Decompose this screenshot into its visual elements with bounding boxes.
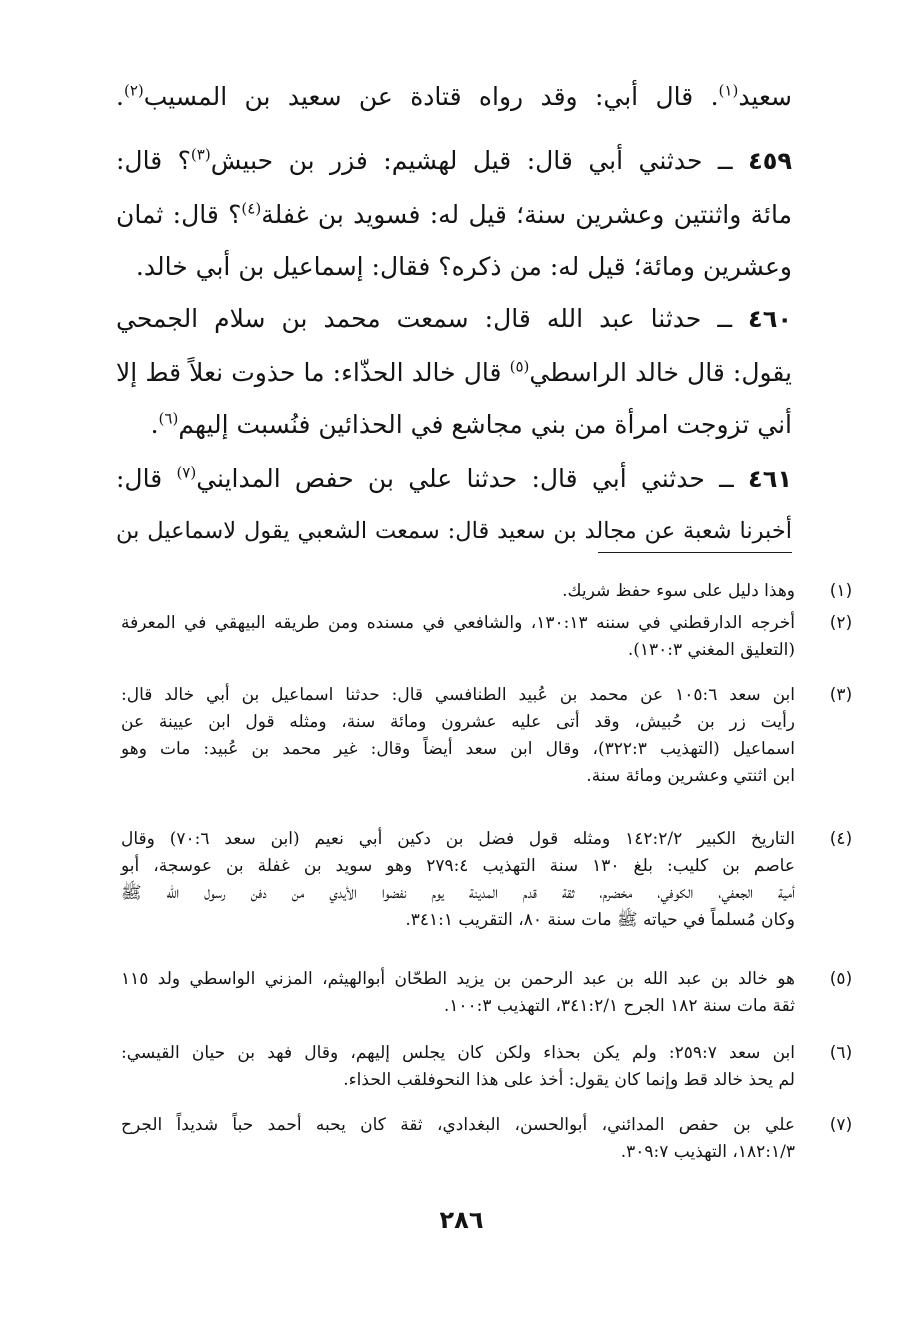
main-text-run: قال خالد الحذّاء: ما حذوت نعلاً قط إلا (116, 358, 510, 387)
footnote-ref: (١) (718, 81, 739, 100)
footnote-label: (٥) (829, 969, 853, 989)
main-line-7 (116, 406, 792, 444)
main-text-run: قال: (116, 464, 177, 493)
footnote-ref: (٢) (123, 81, 144, 100)
main-text-run: . (116, 82, 124, 111)
footnote-1 (121, 578, 853, 605)
footnote-ref: (٥) (509, 357, 530, 376)
footnote-5 (121, 966, 853, 1020)
footnote-line: علي بن حفص المدائني، أبوالحسن، البغدادي، ثقة كان يحبه أحمد حباً شديداً الجرح (121, 1115, 795, 1135)
footnote-line: ابن اثنتي وعشرين ومائة سنة. (586, 766, 795, 786)
main-text-run: . (150, 410, 159, 439)
main-line-1 (116, 78, 792, 116)
main-text-run: يقول: قال خالد الراسطي (529, 358, 793, 387)
footnote-ref: (٤) (241, 199, 262, 218)
footnote-line: وكان مُسلماً في حياته ﷺ مات سنة ٨٠، التقريب ٣٤١:١. (405, 910, 795, 930)
footnote-line: ابن سعد ١٠٥:٦ عن محمد بن عُبيد الطنافسي قال: حدثنا اسماعيل بن أبي خالد قال: (121, 685, 795, 705)
footnote-label: (٧) (829, 1115, 853, 1135)
footnote-line: ١٨٢:١/٣، التهذيب ٣٠٩:٧. (620, 1142, 795, 1162)
footnote-4 (121, 826, 853, 934)
footnote-line: لم يحذ خالد قط وإنما كان يقول: أخذ على هذا النحوفلقب الحذاء. (343, 1070, 795, 1090)
main-text-run: ؟ قال: ثمان (116, 200, 242, 229)
main-line-3 (116, 196, 792, 234)
footnote-label: (٢) (829, 613, 853, 633)
footnote-line: اسماعيل (التهذيب ٣٢٢:٣)، وقال ابن سعد أيضاً وقال: غير محمد بن عُبيد: مات وهو (121, 739, 796, 759)
main-text-run: ــ حدثني أبي قال: قيل لهشيم: فزر بن حبيش (210, 146, 749, 175)
footnote-line: ابن سعد ٢٥٩:٧: ولم يكن بحذاء ولكن كان يجلس إليهم، وقال فهد بن حيان القيسي: (121, 1043, 795, 1063)
main-line-6 (116, 354, 792, 392)
footnote-label: (٣) (829, 685, 853, 705)
main-line-4 (116, 248, 792, 286)
entry-number: ٤٦١ (748, 465, 792, 493)
footnote-line: هو خالد بن عبد الله بن عبد الرحمن بن يزيد الطحّان أبوالهيثم، المزني الواسطي ولد ١١٥ (121, 969, 795, 989)
footnote-label: (٦) (829, 1043, 853, 1063)
footnote-2 (121, 610, 853, 664)
main-text-run: ــ حدثنا عبد الله قال: سمعت محمد بن سلام الجمحي (116, 304, 749, 333)
main-text-run: سعيد (738, 82, 792, 111)
main-line-5 (116, 300, 792, 338)
footnote-line: أمية الجعفي، الكوفي، مخضرم، ثقة قدم المدينة يوم نفضوا الأيدي من دفن رسول الله ﷺ (121, 883, 795, 903)
footnote-line: (التعليق المغني ١٣٠:٣). (627, 640, 795, 660)
footnote-line: التاريخ الكبير ١٤٢:٢/٢ ومثله قول فضل بن دكين أبي نعيم (ابن سعد ٧٠:٦) وقال (121, 829, 795, 849)
footnote-line: رأيت زر بن حُبيش، وقد أتى عليه عشرون ومائة سنة، ومثله قول ابن عيينة عن (121, 712, 795, 732)
footnote-ref: (٧) (176, 463, 197, 482)
footnote-6 (121, 1040, 853, 1094)
main-text-run: أخبرنا شعبة عن مجالد بن سعيد قال: سمعت الشعبي يقول لاسماعيل بن (116, 518, 792, 544)
main-text-run: . قال أبي: وقد رواه قتادة عن سعيد بن المسيب (143, 82, 719, 111)
main-line-2 (116, 142, 792, 180)
main-text-run: وعشرين ومائة؛ قيل له: من ذكره؟ فقال: إسماعيل بن أبي خالد. (135, 252, 792, 281)
page-number: ٢٨٦ (439, 1206, 484, 1234)
main-text-run: ــ حدثني أبي قال: حدثنا علي بن حفص المدايني (196, 464, 749, 493)
footnote-ref: (٣) (190, 145, 211, 164)
footnote-separator (598, 552, 792, 553)
entry-number: ٤٦٠ (748, 305, 792, 333)
main-text-run: أني تزوجت امرأة من بني مجاشع في الحذائين فنُسبت إليهم (178, 410, 792, 439)
main-line-8 (116, 460, 792, 498)
main-text-run: ؟ قال: (116, 146, 191, 175)
main-line-9 (116, 512, 792, 550)
footnote-line: عاصم بن كليب: بلغ ١٣٠ سنة التهذيب ٢٧٩:٤ وهو سويد بن غفلة بن عوسجة، أبو (121, 856, 795, 876)
footnote-label: (١) (829, 581, 853, 601)
footnote-line: ثقة مات سنة ١٨٢ الجرح ٣٤١:٢/١، التهذيب ١٠٠:٣. (443, 996, 795, 1016)
entry-number: ٤٥٩ (748, 147, 793, 175)
footnote-ref: (٦) (158, 409, 179, 428)
footnote-line: وهذا دليل على سوء حفظ شريك. (562, 581, 795, 601)
footnote-7 (121, 1112, 853, 1166)
footnote-line: أخرجه الدارقطني في سننه ١٣٠:١٣، والشافعي في مسنده ومن طريقه البيهقي في المعرفة (121, 613, 795, 633)
footnote-label: (٤) (829, 829, 853, 849)
main-text-run: مائة واثنتين وعشرين سنة؛ قيل له: فسويد بن غفلة (261, 200, 792, 229)
footnote-3 (121, 682, 853, 790)
